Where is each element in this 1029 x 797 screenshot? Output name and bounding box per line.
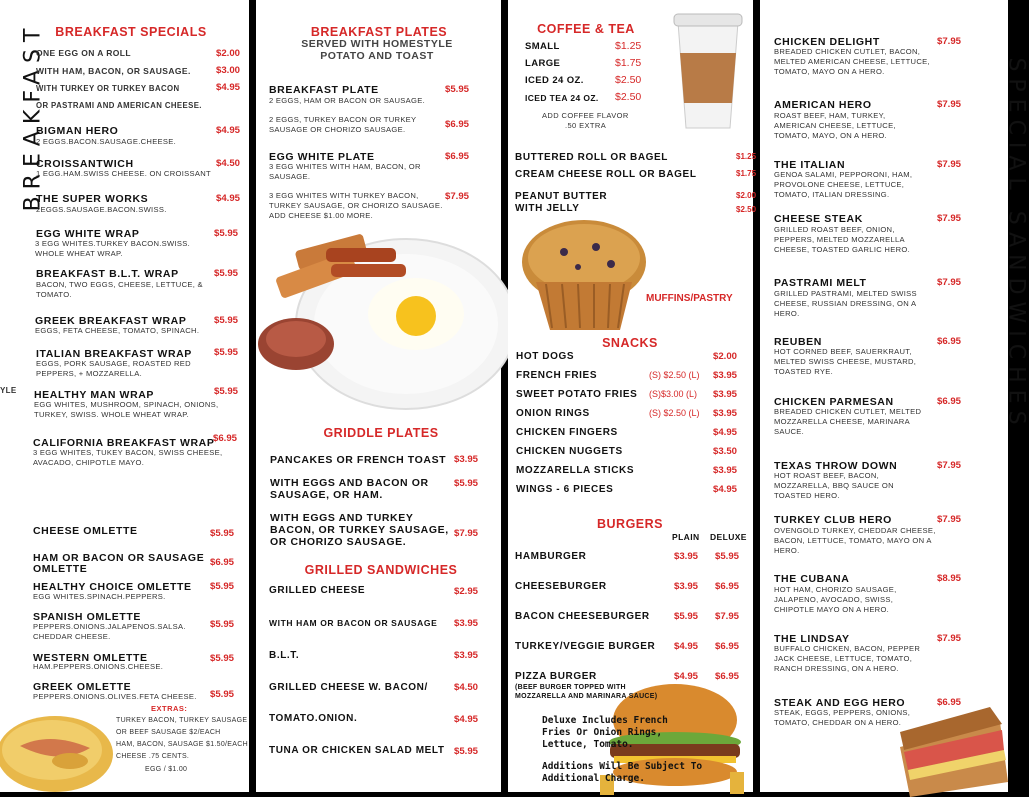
item-bigman-name: BIGMAN HERO xyxy=(36,125,119,137)
sandwich-lindsay-name: THE LINDSAY xyxy=(774,633,850,645)
omelette-cheese-price: $5.95 xyxy=(210,528,235,539)
omelette-healthy-name: HEALTHY CHOICE OMLETTE xyxy=(33,581,192,593)
burger-hamburger-plain: $3.95 xyxy=(674,551,699,562)
sandwich-american-hero-desc: ROAST BEEF, HAM, TURKEY, AMERICAN CHEESE, LETTUCE, TOMATO, MAYO, ON A HERO. xyxy=(774,111,896,140)
sandwich-chicken-parm-price: $6.95 xyxy=(937,396,962,407)
special-1-price: $2.00 xyxy=(216,48,241,59)
bakery-creamcheese-name: CREAM CHEESE ROLL OR BAGEL xyxy=(515,169,697,180)
burger-turkey-deluxe: $6.95 xyxy=(715,641,740,652)
item-bigman-price: $4.95 xyxy=(216,125,241,136)
burger-bacon-plain: $5.95 xyxy=(674,611,699,622)
sandwich-steak-egg-name: STEAK AND EGG HERO xyxy=(774,697,906,709)
grilled-blt-price: $3.95 xyxy=(454,650,479,661)
sandwich-american-hero-name: AMERICAN HERO xyxy=(774,99,872,111)
griddle-eggs-bacon-name: WITH EGGS AND BACON OR SAUSAGE, OR HAM. xyxy=(270,477,429,501)
muffin-photo xyxy=(516,212,656,337)
bakery-jelly-name: WITH JELLY xyxy=(515,203,580,214)
griddle-eggs-turkey-name: WITH EGGS AND TURKEY BACON, OR TURKEY SAUSAGE, OR CHORIZO SAUSAGE. xyxy=(270,512,449,548)
sandwich-reuben-desc: HOT CORNED BEEF, SAUERKRAUT, MELTED SWISS CHEESE, MUSTARD, TOASTED RYE. xyxy=(774,347,917,376)
grilled-tomato-price: $4.95 xyxy=(454,714,479,725)
griddle-pancakes-name: PANCAKES OR FRENCH TOAST xyxy=(270,454,447,466)
snack-nuggets-price: $3.50 xyxy=(713,446,738,457)
omelette-ham-price: $6.95 xyxy=(210,557,235,568)
muffins-label: MUFFINS/PASTRY xyxy=(646,293,733,304)
omelette-photo xyxy=(0,706,120,796)
plate-eggwhite-turkey-price: $7.95 xyxy=(445,191,470,202)
item-greekwrap-desc: EGGS, FETA CHEESE, TOMATO, SPINACH. xyxy=(35,326,200,335)
sandwich-cheese-steak-name: CHEESE STEAK xyxy=(774,213,863,225)
sandwich-italian-price: $7.95 xyxy=(937,159,962,170)
omelette-spanish-name: SPANISH OMLETTE xyxy=(33,611,141,623)
grilled-blt-name: B.L.T. xyxy=(269,650,300,661)
burgers-title: BURGERS xyxy=(596,517,663,531)
special-3-name: WITH TURKEY OR TURKEY BACON xyxy=(36,84,180,93)
snack-onionrings-price: $3.95 xyxy=(713,408,738,419)
grilled-bacon-price: $4.50 xyxy=(454,682,479,693)
bakery-jelly-price: $2.50 xyxy=(736,205,757,214)
sandwich-american-hero-price: $7.95 xyxy=(937,99,962,110)
breakfast-specials-title: BREAKFAST SPECIALS xyxy=(55,25,207,39)
sandwich-chicken-delight-price: $7.95 xyxy=(937,36,962,47)
sandwich-turkey-club-desc: OVENGOLD TURKEY, CHEDDAR CHEESE, BACON, LETTUCE, TOMATO, MAYO ON A HERO. xyxy=(774,526,936,555)
side-text-fragment: YLE xyxy=(0,386,17,395)
bakery-creamcheese-price: $1.75 xyxy=(736,169,757,178)
snack-fries-price: $3.95 xyxy=(713,370,738,381)
grilled-ham-name: WITH HAM OR BACON OR SAUSAGE xyxy=(269,618,438,628)
special-2-price: $3.00 xyxy=(216,65,241,76)
item-eggwhitewrap-name: EGG WHITE WRAP xyxy=(36,228,140,240)
sandwich-lindsay-desc: BUFFALO CHICKEN, BACON, PEPPER JACK CHEESE, LETTUCE, TOMATO, RANCH DRESSING, ON A HERO. xyxy=(774,644,921,673)
item-healthyman-price: $5.95 xyxy=(214,386,239,397)
griddle-eggs-bacon-price: $5.95 xyxy=(454,478,479,489)
omelette-western-desc: HAM.PEPPERS.ONIONS.CHEESE. xyxy=(33,662,164,671)
coffee-flavor-price: .50 EXTRA xyxy=(565,121,607,130)
item-superworks-name: THE SUPER WORKS xyxy=(36,193,149,205)
burger-pizza-plain: $4.95 xyxy=(674,671,699,682)
extras-title: EXTRAS: xyxy=(151,704,188,713)
sandwich-pastrami-name: PASTRAMI MELT xyxy=(774,277,867,289)
coffee-icedtea-price: $2.50 xyxy=(615,91,642,103)
sandwich-cubana-desc: HOT HAM, CHORIZO SAUSAGE, JALAPENO, AVOCADO, SWISS, CHIPOTLE MAYO ON A HERO. xyxy=(774,585,897,614)
item-california-desc: 3 EGG WHITES, TUKEY BACON, SWISS CHEESE, AVACADO, CHIPOTLE MAYO. xyxy=(33,448,223,467)
grilled-cheese-name: GRILLED CHEESE xyxy=(269,585,366,596)
burger-pizza-desc: (BEEF BURGER TOPPED WITH MOZZARELLA AND MARINARA SAUCE) xyxy=(515,684,658,700)
item-croissantwich-price: $4.50 xyxy=(216,158,241,169)
coffee-large-price: $1.75 xyxy=(615,57,642,69)
omelette-spanish-desc: PEPPERS.ONIONS.JALAPENOS.SALSA. CHEDDAR CHEESE. xyxy=(33,622,186,641)
bakery-buttered-price: $1.25 xyxy=(736,152,757,161)
snack-wings-price: $4.95 xyxy=(713,484,738,495)
sandwich-reuben-price: $6.95 xyxy=(937,336,962,347)
item-healthyman-name: HEALTHY MAN WRAP xyxy=(34,389,155,401)
sandwich-steak-egg-price: $6.95 xyxy=(937,697,962,708)
item-healthyman-desc: EGG WHITES, MUSHROOM, SPINACH, ONIONS, TURKEY, SWISS. WHOLE WHEAT WRAP. xyxy=(34,400,219,419)
bakery-buttered-name: BUTTERED ROLL OR BAGEL xyxy=(515,152,669,163)
snack-fries-name: FRENCH FRIES xyxy=(516,370,598,381)
extras-line-5: EGG / $1.00 xyxy=(145,766,188,773)
item-california-price: $6.95 xyxy=(213,433,238,444)
grilled-tomato-name: TOMATO.ONION. xyxy=(269,713,358,724)
burger-cheeseburger-plain: $3.95 xyxy=(674,581,699,592)
item-greekwrap-price: $5.95 xyxy=(214,315,239,326)
burger-turkey-plain: $4.95 xyxy=(674,641,699,652)
item-italianwrap-desc: EGGS, PORK SAUSAGE, ROASTED RED PEPPERS, + MOZZARELLA. xyxy=(36,359,191,378)
snack-sweetpotato-price: $3.95 xyxy=(713,389,738,400)
omelette-western-name: WESTERN OMLETTE xyxy=(33,652,148,664)
omelette-healthy-price: $5.95 xyxy=(210,581,235,592)
item-croissantwich-desc: 1 EGG.HAM.SWISS CHEESE. ON CROISSANT xyxy=(36,169,211,178)
grilled-cheese-price: $2.95 xyxy=(454,586,479,597)
burger-bacon-name: BACON CHEESEBURGER xyxy=(515,611,650,622)
bakery-peanut-price: $2.00 xyxy=(736,191,757,200)
burger-cheeseburger-name: CHEESEBURGER xyxy=(515,581,607,592)
omelette-cheese-name: CHEESE OMLETTE xyxy=(33,525,138,537)
coffee-iced-name: ICED 24 OZ. xyxy=(525,75,584,86)
plate-breakfast-desc: 2 EGGS, HAM OR BACON OR SAUSAGE. xyxy=(269,96,426,105)
omelette-greek-name: GREEK OMLETTE xyxy=(33,681,132,693)
omelette-greek-price: $5.95 xyxy=(210,689,235,700)
snack-fingers-price: $4.95 xyxy=(713,427,738,438)
item-italianwrap-name: ITALIAN BREAKFAST WRAP xyxy=(36,348,192,360)
sandwich-chicken-delight-desc: BREADED CHICKEN CUTLET, BACON, MELTED AMERICAN CHEESE, LETTUCE, TOMATO, MAYO ON A HERO. xyxy=(774,47,930,76)
item-superworks-price: $4.95 xyxy=(216,193,241,204)
coffee-tea-title: COFFEE & TEA xyxy=(537,22,635,36)
snack-hotdogs-name: HOT DOGS xyxy=(516,351,575,362)
item-greekwrap-name: GREEK BREAKFAST WRAP xyxy=(35,315,187,327)
snack-sweetpotato-name: SWEET POTATO FRIES xyxy=(516,389,638,400)
breakfast-plates-subtitle: SERVED WITH HOMESTYLE POTATO AND TOAST xyxy=(301,38,453,62)
item-eggwhitewrap-price: $5.95 xyxy=(214,228,239,239)
snack-fries-sizes: (S) $2.50 (L) xyxy=(649,370,700,380)
grilled-ham-price: $3.95 xyxy=(454,618,479,629)
bakery-peanut-name: PEANUT BUTTER xyxy=(515,191,608,202)
plate-eggwhite-turkey-desc: 3 EGG WHITES WITH TURKEY BACON, TURKEY SAUSAGE, OR CHORIZO SAUSAGE. ADD CHEESE $1.00 MORE. xyxy=(269,191,443,220)
snack-wings-name: WINGS - 6 PIECES xyxy=(516,484,614,495)
item-blt-wrap-desc: BACON, TWO EGGS, CHEESE, LETTUCE, & TOMATO. xyxy=(36,280,203,299)
snack-onionrings-name: ONION RINGS xyxy=(516,408,590,419)
sandwiches-panel xyxy=(760,0,1029,792)
item-superworks-desc: 2EGGS.SAUSAGE.BACON.SWISS. xyxy=(36,205,167,214)
snack-fingers-name: CHICKEN FINGERS xyxy=(516,427,618,438)
coffee-iced-price: $2.50 xyxy=(615,74,642,86)
coffee-small-price: $1.25 xyxy=(615,40,642,52)
sandwich-texas-name: TEXAS THROW DOWN xyxy=(774,460,898,472)
grilled-sandwiches-title: GRILLED SANDWICHES xyxy=(304,563,458,577)
plate-eggwhite-desc: 3 EGG WHITES WITH HAM, BACON, OR SAUSAGE. xyxy=(269,162,421,181)
snack-onionrings-sizes: (S) $2.50 (L) xyxy=(649,408,700,418)
sandwich-italian-desc: GENOA SALAMI, PEPPORONI, HAM, PROVOLONE CHEESE, LETTUCE, TOMATO, ITALIAN DRESSING. xyxy=(774,170,913,199)
special-1-name: ONE EGG ON A ROLL xyxy=(36,48,131,58)
sandwich-turkey-club-price: $7.95 xyxy=(937,514,962,525)
snack-mozzarella-name: MOZZARELLA STICKS xyxy=(516,465,635,476)
snacks-title: SNACKS xyxy=(602,336,658,350)
item-blt-wrap-name: BREAKFAST B.L.T. WRAP xyxy=(36,268,179,280)
item-california-name: CALIFORNIA BREAKFAST WRAP xyxy=(33,437,215,449)
plate-turkey-price: $6.95 xyxy=(445,119,470,130)
sandwich-texas-price: $7.95 xyxy=(937,460,962,471)
breakfast-plates-title: BREAKFAST PLATES xyxy=(310,25,448,39)
snack-mozzarella-price: $3.95 xyxy=(713,465,738,476)
sandwich-lindsay-price: $7.95 xyxy=(937,633,962,644)
plate-breakfast-name: BREAKFAST PLATE xyxy=(269,84,379,96)
sandwich-turkey-club-name: TURKEY CLUB HERO xyxy=(774,514,892,526)
sandwich-italian-name: THE ITALIAN xyxy=(774,159,846,171)
grilled-tuna-name: TUNA OR CHICKEN SALAD MELT xyxy=(269,745,445,756)
burgers-col-plain: PLAIN xyxy=(672,532,700,542)
grilled-bacon-name: GRILLED CHEESE W. BACON/ xyxy=(269,682,428,693)
plate-eggwhite-name: EGG WHITE PLATE xyxy=(269,151,375,163)
coffee-flavor-note: ADD COFFEE FLAVOR xyxy=(542,111,629,120)
breakfast-panel xyxy=(0,0,249,792)
plate-eggwhite-price: $6.95 xyxy=(445,151,470,162)
burger-pizza-name: PIZZA BURGER xyxy=(515,671,597,682)
griddle-eggs-turkey-price: $7.95 xyxy=(454,528,479,539)
coffee-cup-photo xyxy=(668,8,748,133)
sandwich-cubana-name: THE CUBANA xyxy=(774,573,850,585)
sandwich-cubana-price: $8.95 xyxy=(937,573,962,584)
breakfast-plate-photo xyxy=(256,224,501,409)
burger-bacon-deluxe: $7.95 xyxy=(715,611,740,622)
coffee-icedtea-name: ICED TEA 24 OZ. xyxy=(525,93,599,103)
burger-turkey-name: TURKEY/VEGGIE BURGER xyxy=(515,641,656,652)
coffee-small-name: SMALL xyxy=(525,41,560,52)
griddle-plates-title: GRIDDLE PLATES xyxy=(323,426,439,440)
omelette-spanish-price: $5.95 xyxy=(210,619,235,630)
item-eggwhitewrap-desc: 3 EGG WHITES.TURKEY BACON.SWISS. WHOLE WHEAT WRAP. xyxy=(35,239,191,258)
snack-hotdogs-price: $2.00 xyxy=(713,351,738,362)
special-2-name: WITH HAM, BACON, OR SAUSAGE. xyxy=(36,66,191,76)
coffee-panel xyxy=(508,0,757,792)
extras-line-2: OR BEEF SAUSAGE $2/EACH xyxy=(116,729,221,736)
snack-sweetpotato-sizes: (S)$3.00 (L) xyxy=(649,389,698,399)
omelette-greek-desc: PEPPERS.ONIONS.OLIVES.FETA CHEESE. xyxy=(33,692,197,701)
sandwich-chicken-parm-name: CHICKEN PARMESAN xyxy=(774,396,894,408)
item-blt-wrap-price: $5.95 xyxy=(214,268,239,279)
deluxe-note: Deluxe Includes French Fries Or Onion Rings, Lettuce, Tomato. xyxy=(542,715,668,750)
special-3-price: $4.95 xyxy=(216,82,241,93)
griddle-pancakes-price: $3.95 xyxy=(454,454,479,465)
sandwich-chicken-parm-desc: BREADED CHICKEN CUTLET, MELTED MOZZARELLA CHEESE, MARINARA SAUCE. xyxy=(774,407,922,436)
item-italianwrap-price: $5.95 xyxy=(214,347,239,358)
sandwich-chicken-delight-name: CHICKEN DELIGHT xyxy=(774,36,880,48)
additions-note: Additions Will Be Subject To Additional Charge. xyxy=(542,761,703,784)
burger-pizza-deluxe: $6.95 xyxy=(715,671,740,682)
grilled-tuna-price: $5.95 xyxy=(454,746,479,757)
sandwich-texas-desc: HOT ROAST BEEF, BACON, MOZZARELLA, BBQ SAUCE ON TOASTED HERO. xyxy=(774,471,894,500)
plates-panel xyxy=(256,0,501,792)
item-croissantwich-name: CROISSANTWICH xyxy=(36,158,134,170)
extras-line-3: HAM, BACON, SAUSAGE $1.50/EACH xyxy=(116,741,248,748)
plate-breakfast-price: $5.95 xyxy=(445,84,470,95)
sandwich-reuben-name: REUBEN xyxy=(774,336,822,348)
special-sandwiches-vertical-title: SPECIAL SANDWICHES xyxy=(1003,57,1029,432)
extras-line-1: TURKEY BACON, TURKEY SAUSAGE xyxy=(116,717,248,724)
plate-turkey-desc: 2 EGGS, TURKEY BACON OR TURKEY SAUSAGE OR CHORIZO SAUSAGE. xyxy=(269,115,417,134)
item-bigman-desc: 2 EGGS.BACON.SAUSAGE.CHEESE. xyxy=(36,137,177,146)
omelette-healthy-desc: EGG WHITES.SPINACH.PEPPERS. xyxy=(33,592,166,601)
breakfast-vertical-title: BREAKFAST xyxy=(20,21,46,212)
sandwich-cheese-steak-desc: GRILLED ROAST BEEF, ONION, PEPPERS, MELTED MOZZARELLA CHEESE, TOASTED GARLIC HERO. xyxy=(774,225,910,254)
burgers-col-deluxe: DELUXE xyxy=(710,532,747,542)
extras-line-4: CHEESE .75 CENTS. xyxy=(116,753,190,760)
burger-hamburger-deluxe: $5.95 xyxy=(715,551,740,562)
sandwich-pastrami-price: $7.95 xyxy=(937,277,962,288)
burger-cheeseburger-deluxe: $6.95 xyxy=(715,581,740,592)
coffee-large-name: LARGE xyxy=(525,58,561,69)
sandwich-pastrami-desc: GRILLED PASTRAMI, MELTED SWISS CHEESE, RUSSIAN DRESSING, ON A HERO. xyxy=(774,289,917,318)
sandwich-cheese-steak-price: $7.95 xyxy=(937,213,962,224)
snack-nuggets-name: CHICKEN NUGGETS xyxy=(516,446,623,457)
burger-hamburger-name: HAMBURGER xyxy=(515,551,587,562)
special-4-name: OR PASTRAMI AND AMERICAN CHEESE. xyxy=(36,101,202,110)
omelette-ham-name: HAM OR BACON OR SAUSAGE OMLETTE xyxy=(33,552,205,575)
omelette-western-price: $5.95 xyxy=(210,653,235,664)
sandwich-steak-egg-desc: STEAK, EGGS, PEPPERS, ONIONS, TOMATO, CHEDDAR ON A HERO. xyxy=(774,708,911,727)
